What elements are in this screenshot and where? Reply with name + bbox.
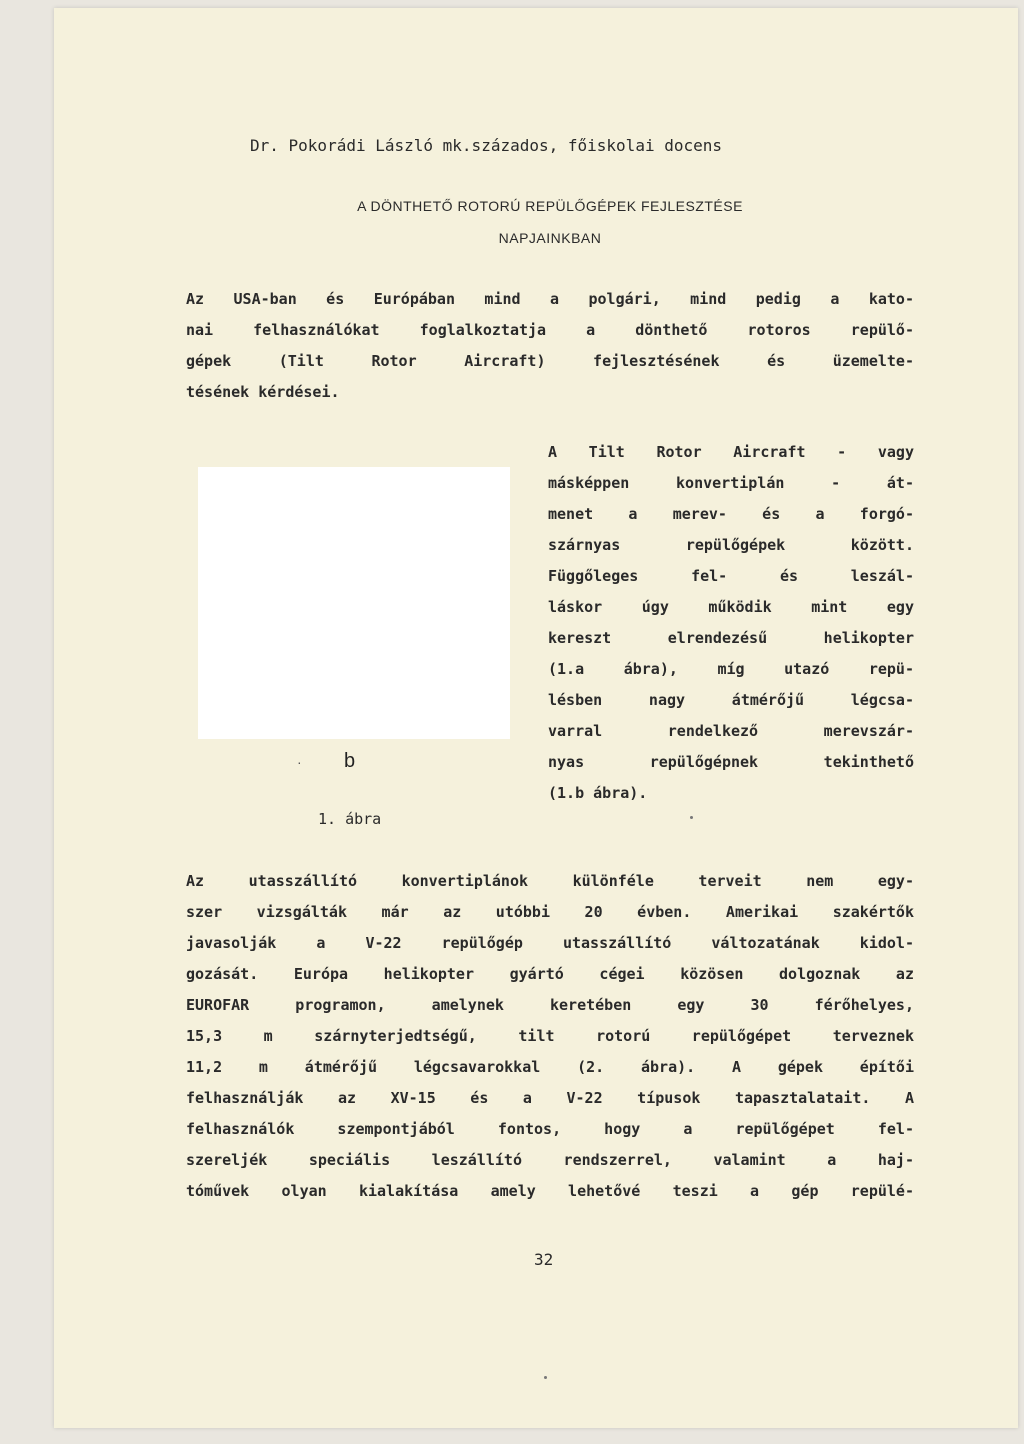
body-line: szereljék speciális leszállító rendszerrel, valamint a haj- — [186, 1151, 914, 1169]
intro-line: gépek (Tilt Rotor Aircraft) fejlesztésének és üzemelte- — [186, 352, 914, 370]
side-line: másképpen konvertiplán - át- — [548, 474, 914, 492]
figure-panel-letter: b — [344, 750, 356, 772]
body-line: szer vizsgálták már az utóbbi 20 évben. Amerikai szakértők — [186, 903, 914, 921]
body-line: 15,3 m szárnyterjedtségű, tilt rotorú repülőgépet terveznek — [186, 1027, 914, 1045]
side-line: láskor úgy működik mint egy — [548, 598, 914, 616]
page-number: 32 — [534, 1250, 554, 1269]
article-title-line-2: NAPJAINKBAN — [498, 230, 602, 246]
article-title-line-1: A DÖNTHETŐ ROTORÚ REPÜLŐGÉPEK FEJLESZTÉSE — [357, 198, 743, 214]
side-line: nyas repülőgépnek tekinthető — [548, 753, 914, 771]
side-line: A Tilt Rotor Aircraft - vagy — [548, 443, 914, 461]
body-line: javasolják a V-22 repülőgép utasszállító változatának kidol- — [186, 934, 914, 952]
body-paragraph — [186, 866, 914, 1207]
figure-mark: · — [297, 754, 302, 770]
side-line: (1.a ábra), míg utazó repü- — [548, 660, 914, 678]
side-line: menet a merev- és a forgó- — [548, 505, 914, 523]
figure-caption: 1. ábra — [318, 810, 382, 828]
body-line: felhasználják az XV-15 és a V-22 típusok tapasztalatait. A — [186, 1089, 914, 1107]
scan-speck — [544, 1376, 547, 1379]
scan-speck — [690, 816, 693, 819]
body-line: EUROFAR programon, amelynek keretében egy 30 férőhelyes, — [186, 996, 914, 1014]
body-line: 11,2 m átmérőjű légcsavarokkal (2. ábra). A gépek építői — [186, 1058, 914, 1076]
body-line: gozását. Európa helikopter gyártó cégei közösen dolgoznak az — [186, 965, 914, 983]
intro-line: Az USA-ban és Európában mind a polgári, mind pedig a kato- — [186, 290, 914, 308]
side-line: (1.b ábra). — [548, 784, 648, 802]
side-line: szárnyas repülőgépek között. — [548, 536, 914, 554]
figure-image-placeholder — [198, 467, 510, 739]
author-line: Dr. Pokorádi László mk.százados, főiskolai docens — [250, 136, 723, 155]
body-line: Az utasszállító konvertiplánok különféle terveit nem egy- — [186, 872, 914, 890]
intro-line: nai felhasználókat foglalkoztatja a dönthető rotoros repülő- — [186, 321, 914, 339]
side-paragraph — [548, 437, 914, 809]
body-line: felhasználók szempontjából fontos, hogy a repülőgépet fel- — [186, 1120, 914, 1138]
side-line: Függőleges fel- és leszál- — [548, 567, 914, 585]
side-line: lésben nagy átmérőjű légcsa- — [548, 691, 914, 709]
intro-paragraph — [186, 284, 914, 408]
body-line: tóművek olyan kialakítása amely lehetővé teszi a gép repülé- — [186, 1182, 914, 1200]
intro-line: tésének kérdései. — [186, 383, 340, 401]
side-line: kereszt elrendezésű helikopter — [548, 629, 914, 647]
side-line: varral rendelkező merevszár- — [548, 722, 914, 740]
